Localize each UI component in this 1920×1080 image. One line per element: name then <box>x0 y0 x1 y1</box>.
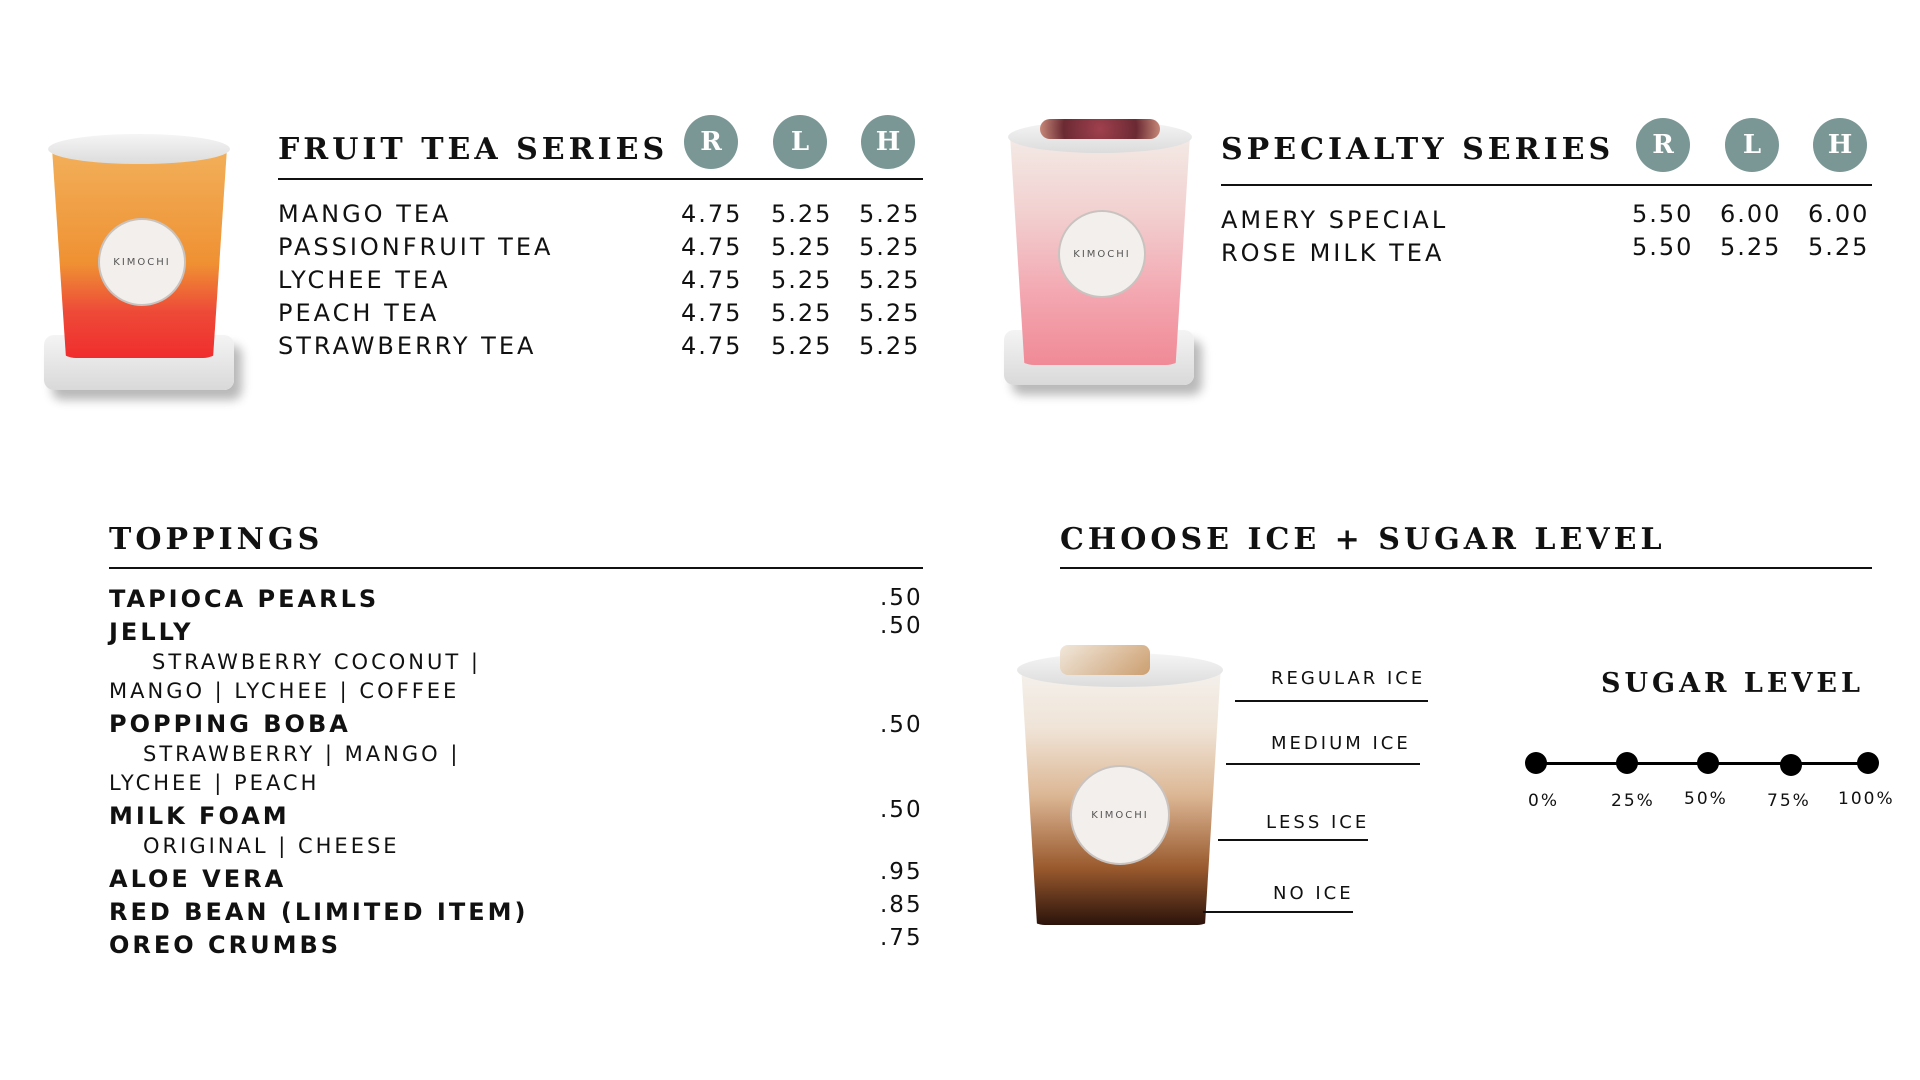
specialty-item-price-h: 6.00 <box>1808 200 1870 228</box>
topping-price: .50 <box>880 585 923 611</box>
topping-name: OREO CRUMBS <box>109 931 342 959</box>
fruit-item-price-h: 5.25 <box>859 200 921 228</box>
topping-option: MANGO | LYCHEE | COFFEE <box>109 679 460 703</box>
topping-price: .95 <box>880 859 923 885</box>
topping-option: STRAWBERRY COCONUT | <box>152 650 481 674</box>
topping-price: .50 <box>880 712 923 738</box>
fruit-tea-cup-image <box>40 130 250 400</box>
ice-option-label: NO ICE <box>1273 883 1354 904</box>
topping-name: POPPING BOBA <box>109 710 351 738</box>
topping-name: ALOE VERA <box>109 865 287 893</box>
sugar-level-label: 75% <box>1767 791 1811 811</box>
fruit-item-price-r: 4.75 <box>681 266 743 294</box>
topping-price: .50 <box>880 613 923 639</box>
specialty-size-badge-l: L <box>1725 118 1779 172</box>
ice-sugar-title: CHOOSE ICE + SUGAR LEVEL <box>1060 522 1666 557</box>
fruit-item-price-h: 5.25 <box>859 266 921 294</box>
fruit-item-price-r: 4.75 <box>681 233 743 261</box>
fruit-tea-title: FRUIT TEA SERIES <box>278 132 669 167</box>
ice-sugar-divider <box>1060 567 1872 569</box>
fruit-item-price-r: 4.75 <box>681 332 743 360</box>
logo-text: KIMOCHI <box>1073 248 1131 260</box>
fruit-item-price-l: 5.25 <box>771 332 833 360</box>
fruit-item-price-l: 5.25 <box>771 266 833 294</box>
fruit-item-price-l: 5.25 <box>771 299 833 327</box>
fruit-size-badge-r: R <box>684 115 738 169</box>
topping-price: .75 <box>880 925 923 951</box>
fruit-item-name: PASSIONFRUIT TEA <box>278 233 554 261</box>
sugar-level-label: 50% <box>1684 789 1728 809</box>
fruit-item-price-l: 5.25 <box>771 200 833 228</box>
sugar-level-label: 25% <box>1611 791 1655 811</box>
fruit-size-badge-h: H <box>861 115 915 169</box>
specialty-item-name: ROSE MILK TEA <box>1221 239 1445 267</box>
ice-option-line <box>1235 700 1428 702</box>
ice-option-line <box>1218 839 1368 841</box>
sugar-level-point[interactable] <box>1780 754 1802 776</box>
topping-name: MILK FOAM <box>109 802 290 830</box>
topping-name: TAPIOCA PEARLS <box>109 585 380 613</box>
specialty-size-badge-r: R <box>1636 118 1690 172</box>
ice-option-line <box>1203 911 1353 913</box>
sugar-level-label: 0% <box>1528 791 1559 811</box>
fruit-item-price-r: 4.75 <box>681 200 743 228</box>
sugar-level-point[interactable] <box>1616 752 1638 774</box>
toppings-divider <box>109 567 923 569</box>
logo-text: KIMOCHI <box>113 256 171 268</box>
topping-price: .85 <box>880 892 923 918</box>
specialty-item-price-r: 5.50 <box>1632 233 1694 261</box>
topping-price: .50 <box>880 797 923 823</box>
fruit-item-price-l: 5.25 <box>771 233 833 261</box>
specialty-cup-image <box>1000 115 1215 395</box>
sugar-level-point[interactable] <box>1697 752 1719 774</box>
fruit-item-name: PEACH TEA <box>278 299 440 327</box>
topping-option: STRAWBERRY | MANGO | <box>143 742 461 766</box>
ice-option-label: REGULAR ICE <box>1271 668 1426 689</box>
fruit-size-badge-l: L <box>773 115 827 169</box>
sugar-level-title: SUGAR LEVEL <box>1601 668 1864 699</box>
specialty-item-price-l: 5.25 <box>1720 233 1782 261</box>
milk-tea-cup-image <box>1015 645 1230 930</box>
topping-name: JELLY <box>109 618 194 646</box>
toppings-title: TOPPINGS <box>109 522 324 557</box>
logo-text: KIMOCHI <box>1091 809 1149 821</box>
specialty-item-price-l: 6.00 <box>1720 200 1782 228</box>
ice-option-label: MEDIUM ICE <box>1271 733 1411 754</box>
specialty-item-name: AMERY SPECIAL <box>1221 206 1449 234</box>
fruit-item-name: STRAWBERRY TEA <box>278 332 537 360</box>
fruit-item-name: LYCHEE TEA <box>278 266 451 294</box>
specialty-title: SPECIALTY SERIES <box>1221 132 1615 167</box>
topping-option: LYCHEE | PEACH <box>109 771 320 795</box>
specialty-item-price-r: 5.50 <box>1632 200 1694 228</box>
sugar-level-point[interactable] <box>1525 752 1547 774</box>
fruit-item-price-h: 5.25 <box>859 332 921 360</box>
fruit-item-price-r: 4.75 <box>681 299 743 327</box>
topping-option: ORIGINAL | CHEESE <box>143 834 400 858</box>
topping-name: RED BEAN (LIMITED ITEM) <box>109 898 529 926</box>
fruit-tea-divider <box>278 178 923 180</box>
ice-option-label: LESS ICE <box>1266 812 1370 833</box>
specialty-item-price-h: 5.25 <box>1808 233 1870 261</box>
specialty-divider <box>1221 184 1872 186</box>
fruit-item-price-h: 5.25 <box>859 299 921 327</box>
ice-option-line <box>1226 763 1420 765</box>
sugar-level-label: 100% <box>1838 789 1895 809</box>
specialty-size-badge-h: H <box>1813 118 1867 172</box>
fruit-item-price-h: 5.25 <box>859 233 921 261</box>
sugar-level-point[interactable] <box>1857 752 1879 774</box>
fruit-item-name: MANGO TEA <box>278 200 452 228</box>
